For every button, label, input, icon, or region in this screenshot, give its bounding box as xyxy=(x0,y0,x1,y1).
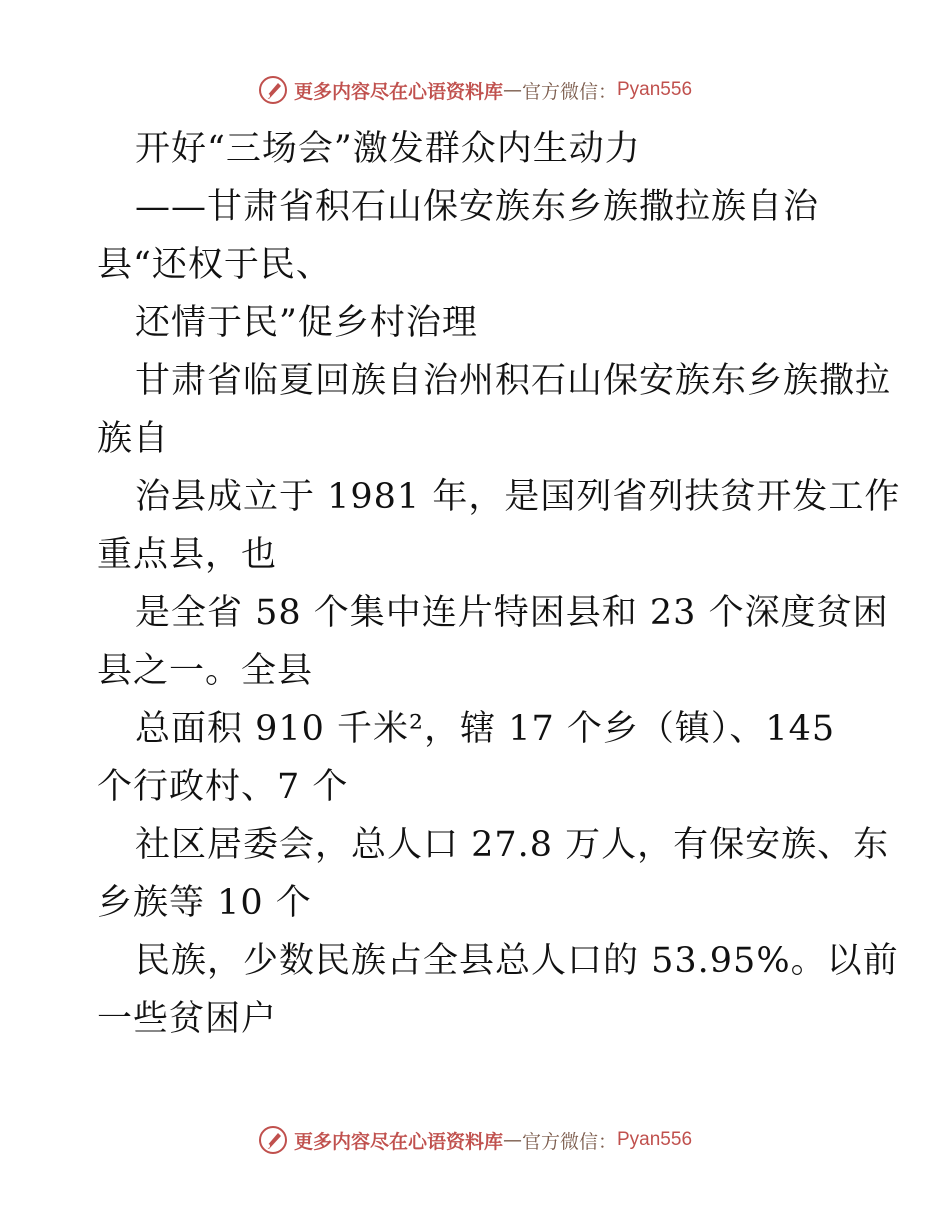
pen-logo-icon xyxy=(258,1125,288,1155)
footer-watermark xyxy=(0,1120,950,1160)
doc-text-line: 社区居委会，总人口 27.8 万人，有保安族、东 xyxy=(135,825,890,865)
watermark-dash: — xyxy=(502,79,522,101)
doc-text-line: 总面积 910 千米²，辖 17 个乡（镇）、145 xyxy=(135,709,836,749)
doc-text-line: 民族，少数民族占全县总人口的 53.95%。以前 xyxy=(135,941,899,981)
watermark-main-text: 更多内容尽在心语资料库 xyxy=(293,80,503,103)
doc-text-line: 一些贫困户 xyxy=(97,999,278,1039)
doc-subtitle-line-3: 还情于民”促乡村治理 xyxy=(135,303,478,343)
doc-subtitle-line-2: 县“还权于民、 xyxy=(97,245,332,285)
doc-text-line: 乡族等 10 个 xyxy=(97,883,312,923)
watermark-sub-text: 官方微信： xyxy=(521,80,617,103)
header-watermark xyxy=(0,70,950,110)
doc-subtitle-line-1: ——甘肃省积石山保安族东乡族撒拉族自治 xyxy=(135,187,820,227)
watermark-main-text: 更多内容尽在心语资料库 xyxy=(293,1130,503,1153)
doc-text-line: 甘肃省临夏回族自治州积石山保安族东乡族撒拉 xyxy=(135,361,892,401)
document-body xyxy=(97,120,901,1048)
doc-text-line: 族自 xyxy=(97,419,170,459)
doc-text-line: 重点县，也 xyxy=(97,535,278,575)
watermark-id: Pyan556 xyxy=(617,1129,693,1150)
watermark-id: Pyan556 xyxy=(617,79,693,100)
doc-text-line: 是全省 58 个集中连片特困县和 23 个深度贫困 xyxy=(135,593,889,633)
pen-logo-icon xyxy=(258,75,288,105)
doc-text-line: 治县成立于 1981 年，是国列省列扶贫开发工作 xyxy=(135,477,901,517)
doc-text-line: 个行政村、7 个 xyxy=(97,767,349,807)
watermark-sub-text: 官方微信： xyxy=(521,1130,617,1153)
doc-title: 开好“三场会”激发群众内生动力 xyxy=(135,129,641,169)
doc-text-line: 县之一。全县 xyxy=(97,651,314,691)
watermark-dash: — xyxy=(502,1129,522,1151)
